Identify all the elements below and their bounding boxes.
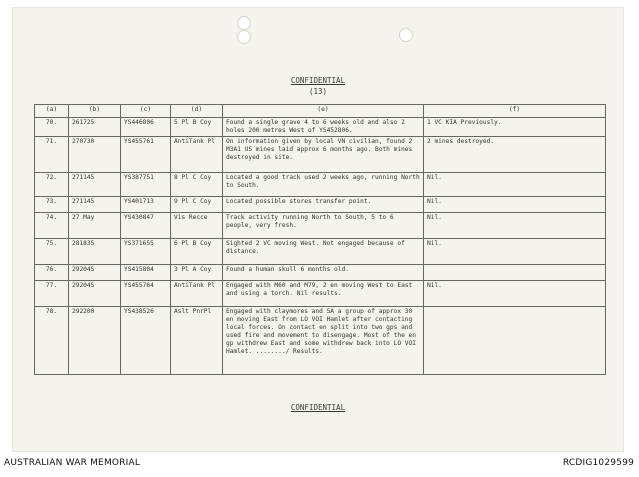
dtg-cell: 281835 (69, 239, 121, 265)
result-cell: 1 VC KIA Previously. (424, 118, 606, 137)
result-cell: Nil. (424, 173, 606, 197)
serial-cell: 74. (35, 213, 69, 239)
result-cell (424, 265, 606, 281)
dtg-cell: 27 May (69, 213, 121, 239)
unit-cell: 3 Pl A Coy (171, 265, 223, 281)
dtg-cell: 271145 (69, 173, 121, 197)
column-header: (e) (223, 105, 424, 118)
event-cell: Engaged with claymores and SA a group of approx 30 en moving East from LO VOI Hamlet after contacting local forces. On contact en split into two gps and used fire and movement to disengage. Most of the en gp withdrew East and some withdrew back into LO VOI Hamlet. ......../ Results. (223, 307, 424, 375)
table-row (35, 118, 606, 137)
unit-cell: AntiTank Pl (171, 137, 223, 173)
serial-cell: 75. (35, 239, 69, 265)
punch-hole (237, 16, 251, 30)
unit-cell: 6 Pl B Coy (171, 239, 223, 265)
grid-ref-cell: YS455764 (121, 281, 171, 307)
column-header-row (35, 105, 606, 118)
serial-cell: 70. (35, 118, 69, 137)
event-cell: Located a good track used 2 weeks ago, running North to South. (223, 173, 424, 197)
serial-cell: 78. (35, 307, 69, 375)
table-row (35, 173, 606, 197)
column-header: (a) (35, 105, 69, 118)
serial-cell: 77. (35, 281, 69, 307)
archive-institution: AUSTRALIAN WAR MEMORIAL (4, 458, 141, 468)
grid-ref-cell: YS455761 (121, 137, 171, 173)
event-cell: On information given by local VN civilian, found 2 M3A1 US mines laid approx 6 months ago. Both mines destroyed in site. (223, 137, 424, 173)
grid-ref-cell: YS438526 (121, 307, 171, 375)
column-header: (f) (424, 105, 606, 118)
result-cell (424, 307, 606, 375)
operations-log-table (34, 104, 606, 375)
dtg-cell: 271145 (69, 197, 121, 213)
serial-cell: 72. (35, 173, 69, 197)
result-cell: Nil. (424, 239, 606, 265)
dtg-cell: 292045 (69, 281, 121, 307)
archive-reference: RCDIG1029599 (562, 458, 634, 468)
event-cell: Sighted 2 VC moving West. Not engaged because of distance. (223, 239, 424, 265)
unit-cell: 5 Pl B Coy (171, 118, 223, 137)
dtg-cell: 292045 (69, 265, 121, 281)
event-cell: Located possible stores transfer point. (223, 197, 424, 213)
unit-cell: Aslt PnrPl (171, 307, 223, 375)
classification-header: CONFIDENTIAL (290, 76, 346, 85)
result-cell: Nil. (424, 213, 606, 239)
document-page (13, 8, 623, 451)
table-row (35, 239, 606, 265)
serial-cell: 73. (35, 197, 69, 213)
grid-ref-cell: YS371655 (121, 239, 171, 265)
grid-ref-cell: YS446806 (121, 118, 171, 137)
unit-cell: 9 Pl C Coy (171, 197, 223, 213)
result-cell: Nil. (424, 281, 606, 307)
event-cell: Engaged with M60 and M79, 2 en moving West to East and using a torch. Nil results. (223, 281, 424, 307)
classification-footer: CONFIDENTIAL (290, 403, 346, 412)
column-header: (b) (69, 105, 121, 118)
unit-cell: 8 Pl C Coy (171, 173, 223, 197)
result-cell: 2 mines destroyed. (424, 137, 606, 173)
table-row (35, 281, 606, 307)
dtg-cell: 292200 (69, 307, 121, 375)
page-number: (13) (308, 87, 328, 96)
serial-cell: 71. (35, 137, 69, 173)
result-cell: Nil. (424, 197, 606, 213)
event-cell: Track activity running North to South, 5 to 6 people, very fresh. (223, 213, 424, 239)
punch-hole (399, 28, 413, 42)
grid-ref-cell: YS415804 (121, 265, 171, 281)
table-row (35, 137, 606, 173)
column-header: (c) (121, 105, 171, 118)
grid-ref-cell: YS387751 (121, 173, 171, 197)
grid-ref-cell: YS430847 (121, 213, 171, 239)
table-row (35, 265, 606, 281)
table-row (35, 307, 606, 375)
dtg-cell: 261725 (69, 118, 121, 137)
serial-cell: 76. (35, 265, 69, 281)
unit-cell: Vis Recce (171, 213, 223, 239)
dtg-cell: 270730 (69, 137, 121, 173)
punch-hole (237, 30, 251, 44)
unit-cell: AntiTank Pl (171, 281, 223, 307)
event-cell: Found a human skull 6 months old. (223, 265, 424, 281)
table-row (35, 213, 606, 239)
grid-ref-cell: YS401713 (121, 197, 171, 213)
column-header: (d) (171, 105, 223, 118)
event-cell: Found a single grave 4 to 6 weeks old and also 2 holes 200 metres West of YS452806. (223, 118, 424, 137)
table-row (35, 197, 606, 213)
